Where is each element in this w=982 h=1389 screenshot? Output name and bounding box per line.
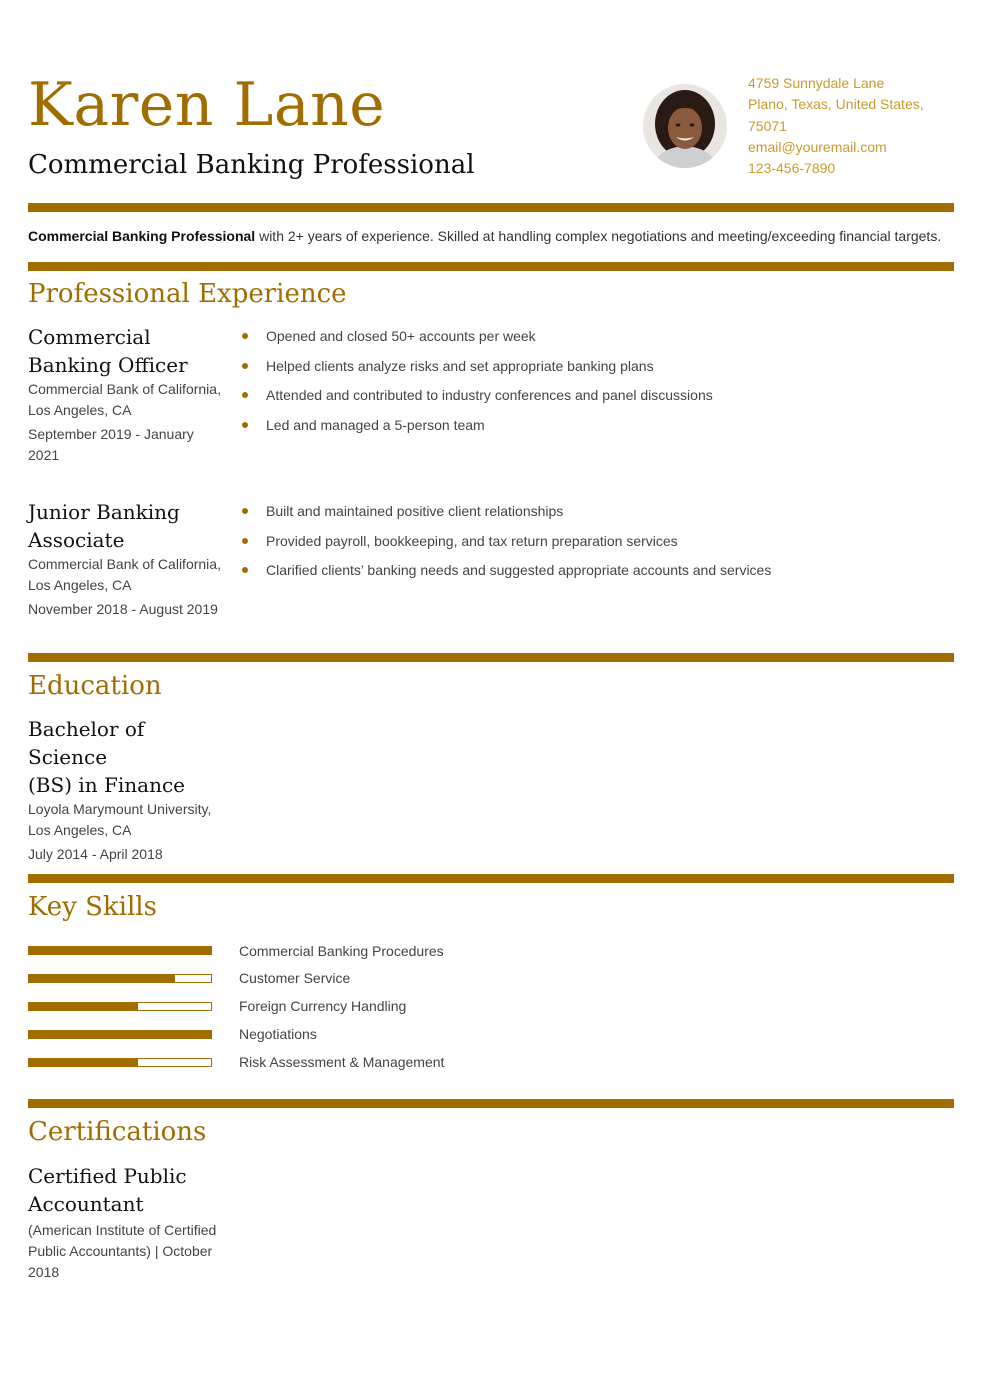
certification-detail: (American Institute of Certified <box>28 1222 217 1238</box>
job-dates: 2021 <box>28 447 60 463</box>
address-line-2: Plano, Texas, United States, <box>748 96 924 113</box>
school: Loyola Marymount University, <box>28 801 212 817</box>
skill-label: Negotiations <box>239 1026 317 1042</box>
divider <box>28 1099 954 1108</box>
certification-name: Certified Public <box>28 1164 187 1188</box>
skill-level-fill <box>29 1059 138 1066</box>
certification-name: Accountant <box>28 1192 144 1216</box>
skill-label: Commercial Banking Procedures <box>239 943 444 959</box>
job-2-bullets <box>240 501 940 590</box>
avatar <box>643 84 727 168</box>
address-line-1: 4759 Sunnydale Lane <box>748 75 885 91</box>
skill-label: Foreign Currency Handling <box>239 998 407 1014</box>
skill-label: Risk Assessment & Management <box>239 1054 445 1070</box>
section-title-skills: Key Skills <box>28 892 157 922</box>
certification-detail: Public Accountants) | October <box>28 1243 213 1259</box>
skill-label: Customer Service <box>239 970 351 986</box>
list-item: Led and managed a 5-person team <box>240 415 940 435</box>
education-dates: July 2014 - April 2018 <box>28 846 163 862</box>
skill-level-fill <box>29 1031 211 1038</box>
divider <box>28 203 954 212</box>
divider <box>28 262 954 271</box>
summary <box>28 226 958 246</box>
job-1-bullets <box>240 326 940 444</box>
list-item: Clarified clients’ banking needs and suggested appropriate accounts and services <box>240 560 940 580</box>
contact-block <box>748 73 968 179</box>
certification-detail: 2018 <box>28 1264 60 1280</box>
divider <box>28 874 954 883</box>
summary-text: with 2+ years of experience. Skilled at handling complex negotiations and meeting/exceeding financial targets. <box>255 228 942 244</box>
skill-level-fill <box>29 947 211 954</box>
list-item: Opened and closed 50+ accounts per week <box>240 326 940 346</box>
job-role: Commercial <box>28 325 151 349</box>
job-role: Banking Officer <box>28 353 188 377</box>
address-line-3: 75071 <box>748 117 787 134</box>
job-location: Los Angeles, CA <box>28 402 132 418</box>
degree: (BS) in Finance <box>28 773 185 797</box>
degree: Bachelor of Science <box>28 717 145 769</box>
skill-bar <box>28 946 212 955</box>
job-dates: November 2018 - August 2019 <box>28 601 218 617</box>
divider <box>28 653 954 662</box>
skill-level-fill <box>29 975 175 982</box>
job-entry-1 <box>28 323 228 466</box>
job-dates: September 2019 - January <box>28 426 194 442</box>
phone-number: 123-456-7890 <box>748 160 836 177</box>
school-location: Los Angeles, CA <box>28 822 132 838</box>
skill-bar <box>28 1030 212 1039</box>
education-entry <box>28 715 228 865</box>
list-item: Helped clients analyze risks and set appropriate banking plans <box>240 356 940 376</box>
certification-entry <box>28 1162 228 1283</box>
job-role: Junior Banking <box>28 500 180 524</box>
list-item: Provided payroll, bookkeeping, and tax return preparation services <box>240 531 940 551</box>
candidate-name: Karen Lane <box>28 70 386 140</box>
summary-lead: Commercial Banking Professional <box>28 228 256 244</box>
skill-bar <box>28 974 212 983</box>
candidate-title: Commercial Banking Professional <box>28 150 475 180</box>
section-title-experience: Professional Experience <box>28 279 347 309</box>
skill-bar <box>28 1058 212 1067</box>
section-title-education: Education <box>28 671 162 701</box>
job-entry-2 <box>28 498 228 620</box>
job-location: Los Angeles, CA <box>28 577 132 593</box>
email-link[interactable]: email@youremail.com <box>748 138 887 155</box>
list-item: Built and maintained positive client relationships <box>240 501 940 521</box>
profile-photo <box>643 84 727 168</box>
skill-bar <box>28 1002 212 1011</box>
job-role: Associate <box>28 528 125 552</box>
section-title-certifications: Certifications <box>28 1117 207 1147</box>
job-company: Commercial Bank of California, <box>28 381 221 397</box>
job-company: Commercial Bank of California, <box>28 556 221 572</box>
skill-level-fill <box>29 1003 138 1010</box>
list-item: Attended and contributed to industry conferences and panel discussions <box>240 385 940 405</box>
